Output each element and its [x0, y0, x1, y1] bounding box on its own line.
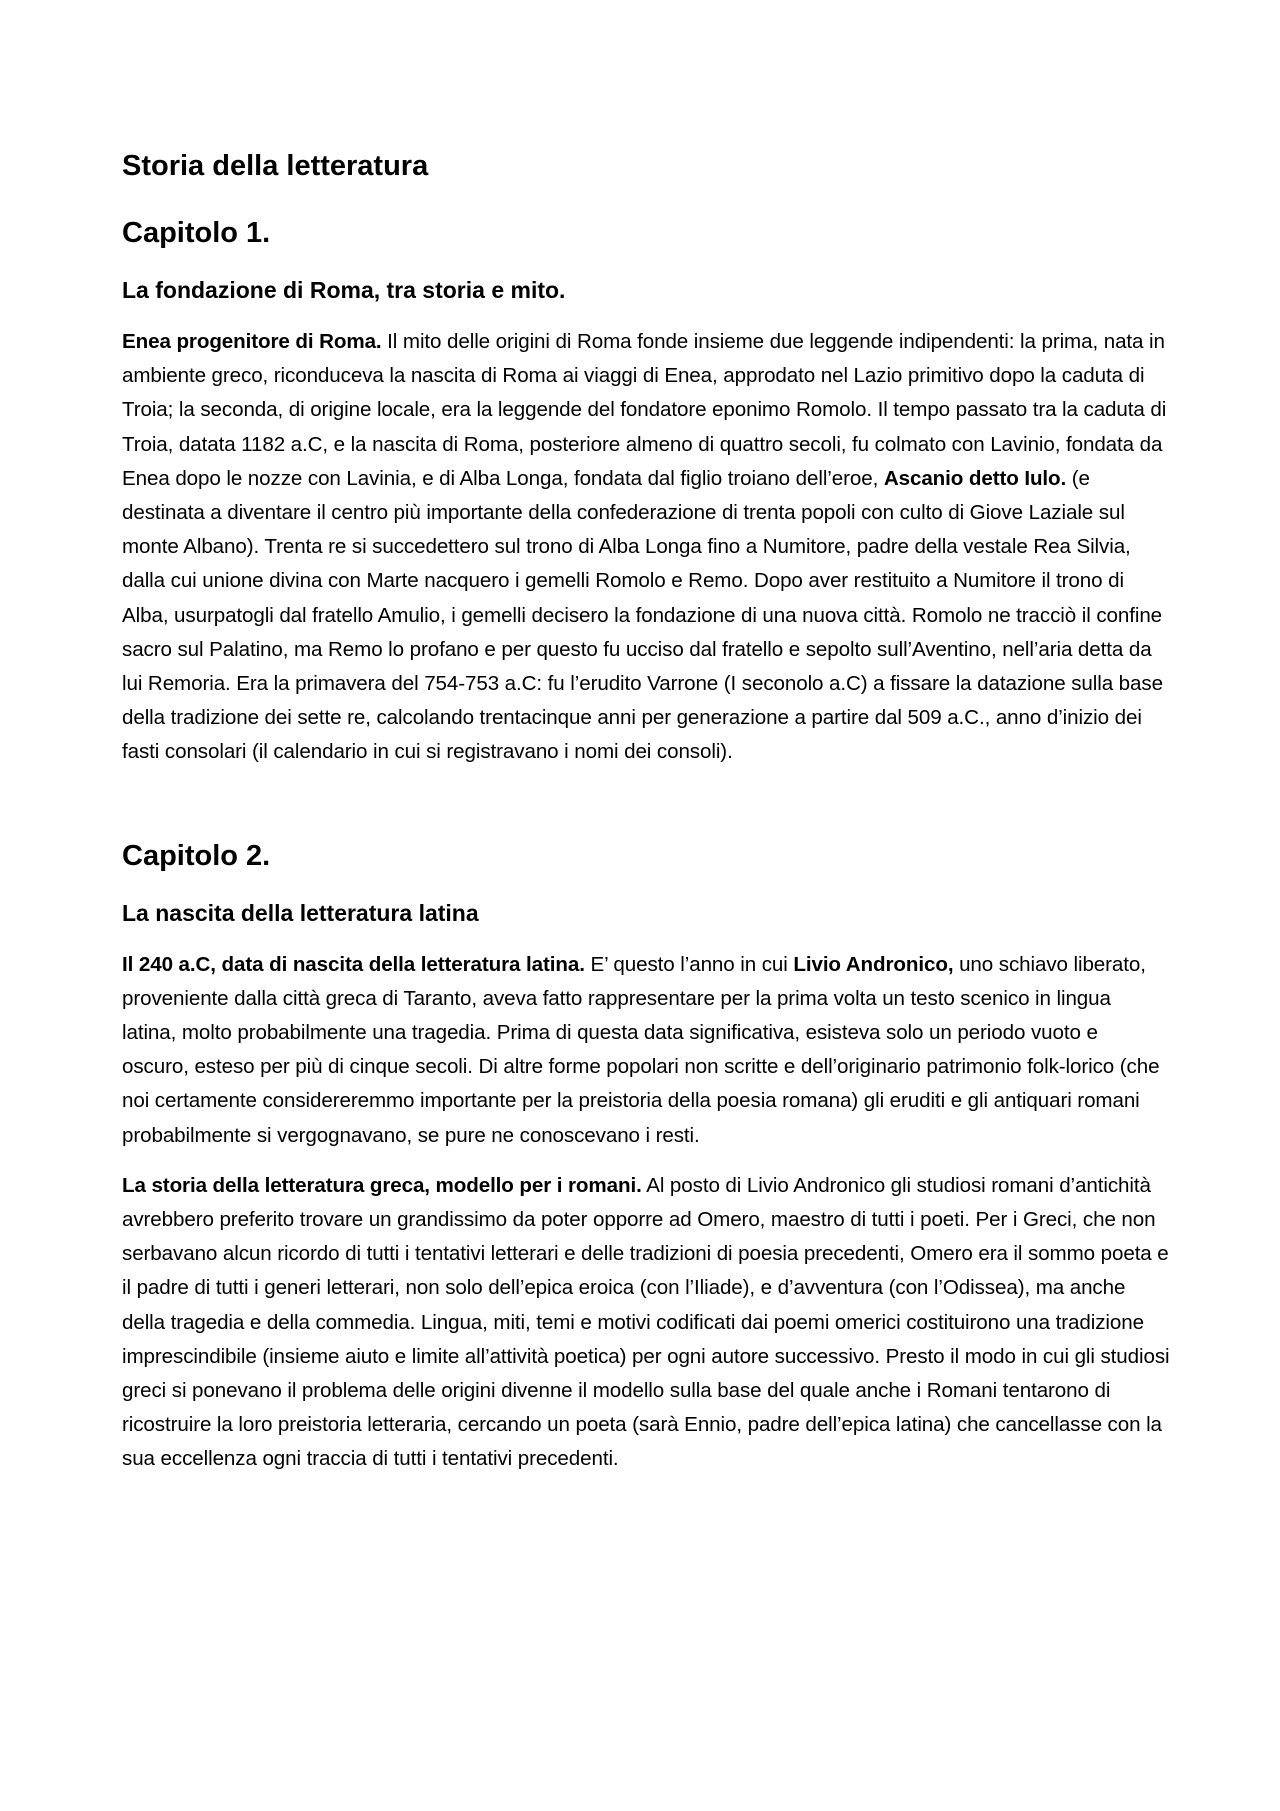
paragraph-text: Al posto di Livio Andronico gli studiosi romani d’antichità avrebbero preferito trovare un grandissimo da poter opporre ad Omero, maestro di tutti i poeti. Per i Greci, che non serbavano alcun ricordo di tutti i tentativi letterari e delle tradizioni di poesia precedenti, Omero era il sommo poeta e il padre di tutti i generi letterari, non solo dell’epica eroica (con l’Iliade), e d’avventura (con l’Odissea), ma anche della tragedia e della commedia. Lingua, miti, temi e motivi codificati dai poemi omerici costituirono una tradizione imprescindibile (insieme aiuto e limite all’attività poetica) per ogni autore successivo. Presto il modo in cui gli studiosi greci si ponevano il problema delle origini divenne il modello sulla base del quale anche i Romani tentarono di ricostruire la loro preistoria letteraria, cercando un poeta (sarà Ennio, padre dell’epica latina) che cancellasse con la sua eccellenza ogni traccia di tutti i tentativi precedenti. [122, 1173, 1170, 1471]
chapter-1 [122, 215, 1170, 770]
document-title: Storia della letteratura [122, 150, 429, 182]
chapter-heading: Capitolo 2. [122, 839, 271, 872]
paragraph [122, 325, 1170, 770]
paragraph [122, 948, 1170, 1153]
document-page [122, 148, 1170, 1493]
paragraph-text: (e destinata a diventare il centro più importante della confederazione di trenta popoli con culto di Giove Laziale sul monte Albano). Trenta re si succedettero sul trono di Alba Longa fino a Numitore, padre della vestale Rea Silvia, dalla cui unione divina con Marte nacquero i gemelli Romolo e Remo. Dopo aver restituito a Numitore il trono di Alba, usurpatogli dal fratello Amulio, i gemelli decisero la fondazione di una nuova città. Romolo ne tracciò il confine sacro sul Palatino, ma Remo lo profano e per questo fu ucciso dal fratello e sepolto sull’Aventino, nell’aria detta da lui Remoria. Era la primavera del 754-753 a.C: fu l’erudito Varrone (I seconolo a.C) a fissare la datazione sulla base della tradizione dei sette re, calcolando trentacinque anni per generazione a partire dal 509 a.C., anno d’inizio dei fasti consolari (il calendario in cui si registravano i nomi dei consoli). [122, 466, 1163, 764]
paragraph-text: E’ questo l’anno in cui [584, 952, 794, 976]
paragraph-lead: La storia della letteratura greca, modello per i romani. [122, 1173, 642, 1197]
chapter-heading: Capitolo 1. [122, 217, 271, 249]
chapter-2 [122, 838, 1170, 1477]
paragraph-text: uno schiavo liberato, proveniente dalla città greca di Taranto, aveva fatto rappresentare per la prima volta un testo scenico in lingua latina, molto probabilmente una tragedia. Prima di questa data significativa, esisteva solo un periodo vuoto e oscuro, esteso per più di cinque secoli. Di altre forme popolari non scritte e dell’originario patrimonio folk-lorico (che noi certamente considereremmo importante per la preistoria della poesia romana) gli eruditi e gli antiquari romani probabilmente si vergognavano, se pure ne conoscevano i resti. [122, 952, 1160, 1147]
paragraph [122, 1169, 1170, 1477]
paragraph-lead: Enea progenitore di Roma. [122, 330, 382, 353]
chapter-subheading: La nascita della letteratura latina [122, 899, 479, 926]
paragraph-bold-inline: Ascanio detto Iulo. [883, 466, 1067, 490]
chapter-subheading: La fondazione di Roma, tra storia e mito. [122, 277, 566, 303]
paragraph-bold-inline: Livio Andronico, [793, 952, 954, 976]
chapter-spacer [122, 786, 1170, 838]
paragraph-text: Il mito delle origini di Roma fonde insieme due leggende indipendenti: la prima, nata in ambiente greco, riconduceva la nascita di Roma ai viaggi di Enea, approdato nel Lazio primitivo dopo la caduta di Troia; la seconda, di origine locale, era la leggende del fondatore eponimo Romolo. Il tempo passato tra la caduta di Troia, datata 1182 a.C, e la nascita di Roma, posteriore almeno di quattro secoli, fu colmato con Lavinio, fondata da Enea dopo le nozze con Lavinia, e di Alba Longa, fondata dal figlio troiano dell’eroe, [122, 330, 1167, 490]
paragraph-lead: Il 240 a.C, data di nascita della letteratura latina. [122, 952, 585, 976]
